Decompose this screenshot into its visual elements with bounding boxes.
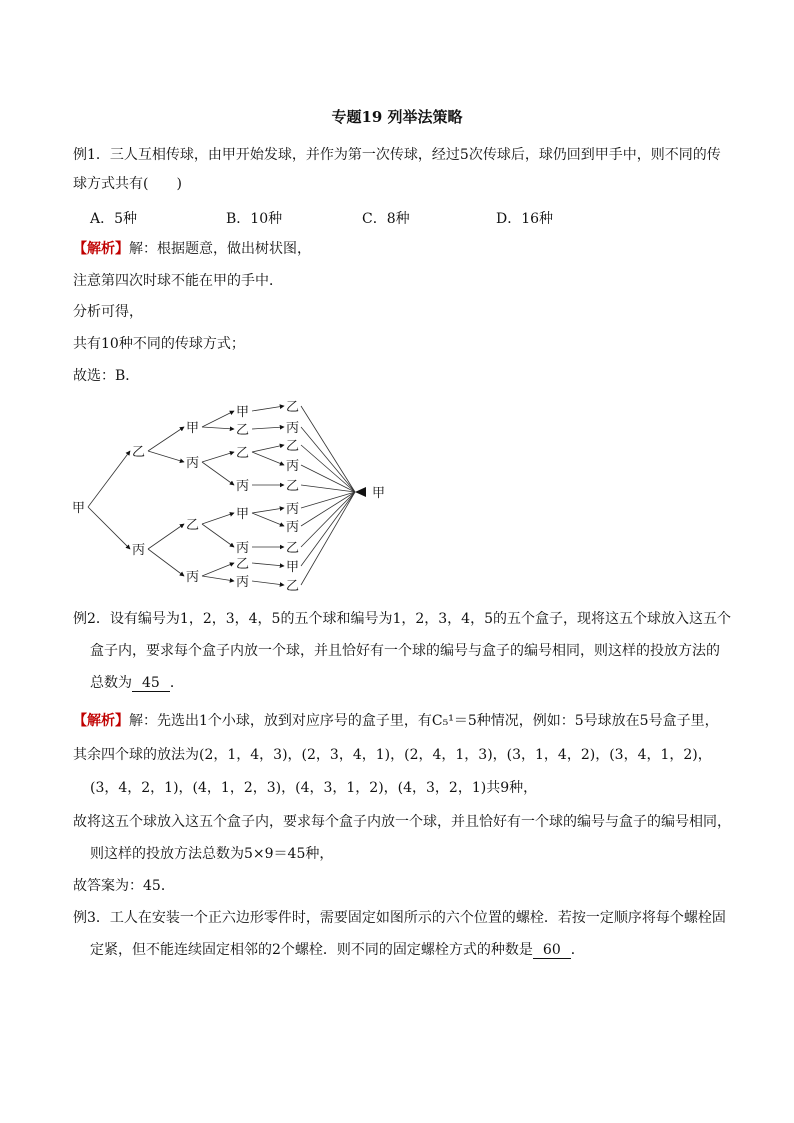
option-a: A．5种	[90, 211, 138, 227]
tree-edge	[88, 507, 130, 549]
tree-edge	[148, 549, 184, 576]
tree-edge-to-target	[301, 406, 355, 492]
tree-edge	[202, 462, 234, 485]
root-label: 甲	[72, 501, 86, 516]
tree-node-label: 甲	[286, 560, 300, 575]
tree-edge	[202, 576, 234, 581]
tree-edge	[252, 508, 284, 513]
tree-edge	[252, 563, 284, 566]
tree-node-label: 乙	[286, 439, 300, 454]
tree-edge-to-target	[301, 492, 355, 566]
tree-node-label: 丙	[132, 543, 146, 558]
ex1-solution-line1	[73, 240, 311, 258]
tree-edge	[202, 427, 234, 429]
target-label: 甲	[372, 486, 386, 501]
solution-tag: 【解析】	[73, 241, 129, 257]
tree-edge-to-target	[301, 445, 355, 492]
tree-node-label: 乙	[286, 541, 300, 556]
tree-edge	[202, 411, 234, 427]
tree-node-label: 丙	[236, 575, 250, 590]
ex2-solution-line4: 故将这五个球放入这五个盒子内，要求每个盒子内放一个球，并且恰好有一个球的编号与盒子的编号相同，	[73, 814, 731, 830]
tree-edge	[252, 445, 284, 452]
ex2-line1: 例2．设有编号为1，2，3，4，5的五个球和编号为1，2，3，4，5的五个盒子，现将这五个球放入这五个	[73, 611, 731, 627]
ex2-line3-suffix: ．	[169, 675, 184, 691]
ex2-solution-line2: 其余四个球的放法为(2，1，4，3)，(2，3，4，1)，(2，4，1，3)，(3，1，4，2)，(3，4，1，2)，	[73, 747, 712, 763]
tree-node-label: 丙	[186, 456, 200, 471]
option-b: B．10种	[226, 211, 283, 227]
option-d: D．16种	[496, 211, 554, 227]
tree-node-label: 乙	[236, 423, 250, 438]
tree-edge	[202, 563, 234, 576]
page-title: 专题19 列举法策略	[331, 108, 463, 126]
ex1-solution-line2: 注意第四次时球不能在甲的手中．	[73, 273, 283, 289]
tree-node-label: 甲	[236, 405, 250, 420]
tree-node-label: 丙	[286, 520, 300, 535]
tree-edge-to-target	[301, 485, 355, 492]
ex1-line2: 球方式共有( )	[73, 176, 182, 192]
ex2-answer: 45	[132, 675, 170, 692]
tree-node-label: 丙	[286, 421, 300, 436]
tree-node-label: 甲	[236, 507, 250, 522]
ex2-solution-line6: 故答案为：45．	[73, 878, 175, 894]
ex1-solution-line4: 共有10种不同的传球方式；	[73, 336, 245, 352]
tree-edge	[202, 513, 234, 524]
tree-node-label: 乙	[286, 400, 300, 415]
tree-node-label: 乙	[236, 557, 250, 572]
target-node	[355, 486, 385, 501]
tree-diagram	[70, 396, 400, 601]
ex3-line2	[90, 941, 585, 959]
tree-edge	[148, 427, 184, 451]
tree-edge	[88, 451, 130, 507]
tree-edge	[148, 524, 184, 549]
ex3-answer: 60	[533, 942, 571, 959]
tree-node-label: 丙	[236, 479, 250, 494]
ex3-line2-prefix: 定紧，但不能连续固定相邻的2个螺栓．则不同的固定螺栓方式的种数是	[90, 942, 533, 958]
solution-tag: 【解析】	[73, 713, 129, 729]
tree-edge	[252, 581, 284, 585]
tree-edge	[202, 452, 234, 462]
tree-edge-to-target	[301, 492, 355, 526]
tree-node-label: 乙	[132, 445, 146, 460]
ex2-solution-line5: 则这样的投放方法总数为5×9＝45种，	[90, 846, 334, 862]
solution-text: 解：先选出1个小球，放到对应序号的盒子里，有C₅¹＝5种情况，例如：5号球放在5号盒子里，	[129, 713, 719, 729]
ex3-line2-suffix: ．	[570, 942, 585, 958]
ex1-solution-line5: 故选：B．	[73, 368, 140, 384]
tree-edge	[202, 524, 234, 547]
tree-node-label: 丙	[286, 459, 300, 474]
tree-node-label: 丙	[236, 541, 250, 556]
ex3-line1: 例3．工人在安装一个正六边形零件时，需要固定如图所示的六个位置的螺栓．若按一定顺序将每个螺栓固	[73, 910, 726, 926]
tree-node-label: 丙	[286, 502, 300, 517]
option-c: C．8种	[362, 211, 410, 227]
ex2-solution-line3: (3，4，2，1)，(4，1，2，3)，(4，3，1，2)，(4，3，2，1)共9种，	[90, 780, 538, 796]
tree-node-label: 乙	[286, 579, 300, 594]
ex2-line3-prefix: 总数为	[90, 675, 132, 691]
tree-edge-to-target	[301, 427, 355, 492]
ex2-line2: 盒子内，要求每个盒子内放一个球，并且恰好有一个球的编号与盒子的编号相同，则这样的投放方法的	[90, 643, 720, 659]
tree-node-label: 乙	[236, 446, 250, 461]
tree-node-label: 乙	[186, 518, 200, 533]
ex2-line3	[90, 674, 184, 692]
ex1-solution-line3: 分析可得，	[73, 304, 143, 320]
tree-edge	[252, 452, 284, 465]
tree-edge	[148, 451, 184, 462]
tree-node-label: 甲	[186, 421, 200, 436]
ex1-line1: 例1．三人互相传球，由甲开始发球，并作为第一次传球，经过5次传球后，球仍回到甲手中，则不同的传	[73, 147, 721, 163]
ex2-solution-line1	[73, 712, 719, 730]
solution-text: 解：根据题意，做出树状图，	[129, 241, 311, 257]
tree-edge	[252, 427, 284, 429]
tree-node-label: 乙	[286, 479, 300, 494]
tree-node-label: 丙	[186, 570, 200, 585]
tree-edge	[252, 513, 284, 526]
tree-edge	[252, 406, 284, 411]
